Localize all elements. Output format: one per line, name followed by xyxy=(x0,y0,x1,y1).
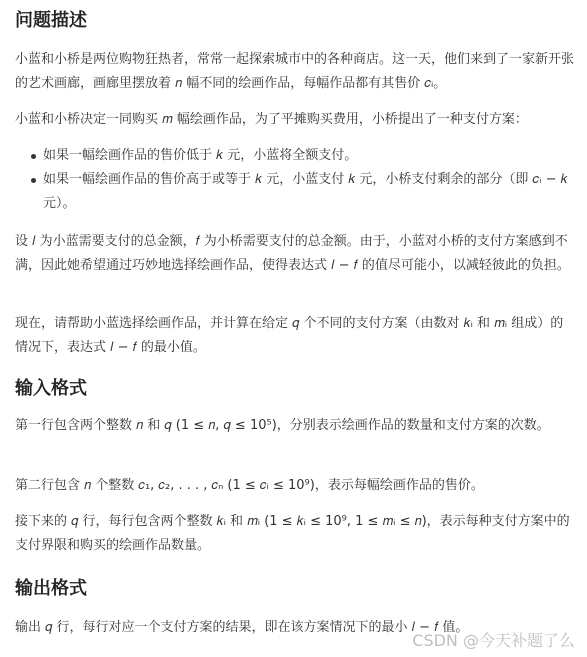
watermark: CSDN @今天补题了么 xyxy=(412,631,575,650)
input-paragraph-2: 第二行包含 𝑛 个整数 𝑐₁, 𝑐₂, . . . , 𝑐ₙ (1 ≤ 𝑐ᵢ ≤ 10⁹)，表示每幅绘画作品的售价。 xyxy=(15,478,484,493)
section-title-problem: 问题描述 xyxy=(15,10,87,31)
problem-paragraph-2: 小蓝和小桥决定一同购买 𝑚 幅绘画作品，为了平摊购买费用，小桥提出了一种支付方案： xyxy=(15,112,528,127)
payment-rule-1: 如果一幅绘画作品的售价低于 𝑘 元，小蓝将全额支付。 xyxy=(15,144,575,168)
payment-rule-2: 如果一幅绘画作品的售价高于或等于 𝑘 元，小蓝支付 𝑘 元，小桥支付剩余的部分（即 𝑐ᵢ − 𝑘 元）。 xyxy=(15,168,575,216)
payment-rules-list xyxy=(15,144,575,216)
problem-paragraph-1: 小蓝和小桥是两位购物狂热者，常常一起探索城市中的各种商店。这一天，他们来到了一家新开张的艺术画廊，画廊里摆放着 𝑛 幅不同的绘画作品，每幅作品都有其售价 𝑐ᵢ。 xyxy=(15,52,575,91)
section-title-input: 输入格式 xyxy=(15,378,87,399)
problem-paragraph-4: 现在，请帮助小蓝选择绘画作品，并计算在给定 𝑞 个不同的支付方案（由数对 𝑘ᵢ 和 𝑚ᵢ 组成）的情况下，表达式 𝑙 − 𝑓 的最小值。 xyxy=(15,316,564,355)
input-paragraph-1: 第一行包含两个整数 𝑛 和 𝑞 (1 ≤ 𝑛, 𝑞 ≤ 10⁵)，分别表示绘画作品的数量和支付方案的次数。 xyxy=(15,418,550,433)
problem-paragraph-3: 设 𝑙 为小蓝需要支付的总金额，𝑓 为小桥需要支付的总金额。由于，小蓝对小桥的支付方案感到不满，因此她希望通过巧妙地选择绘画作品，使得表达式 𝑙 − 𝑓 的值尽可能小，以减轻彼此的负担。 xyxy=(15,234,570,273)
section-title-output: 输出格式 xyxy=(15,578,87,599)
input-paragraph-3: 接下来的 𝑞 行，每行包含两个整数 𝑘ᵢ 和 𝑚ᵢ (1 ≤ 𝑘ᵢ ≤ 10⁹, 1 ≤ 𝑚ᵢ ≤ 𝑛)，表示每种支付方案中的支付界限和购买的绘画作品数量。 xyxy=(15,514,570,553)
output-paragraph-1: 输出 𝑞 行，每行对应一个支付方案的结果，即在该方案情况下的最小 𝑙 − 𝑓 值。 xyxy=(15,620,469,635)
